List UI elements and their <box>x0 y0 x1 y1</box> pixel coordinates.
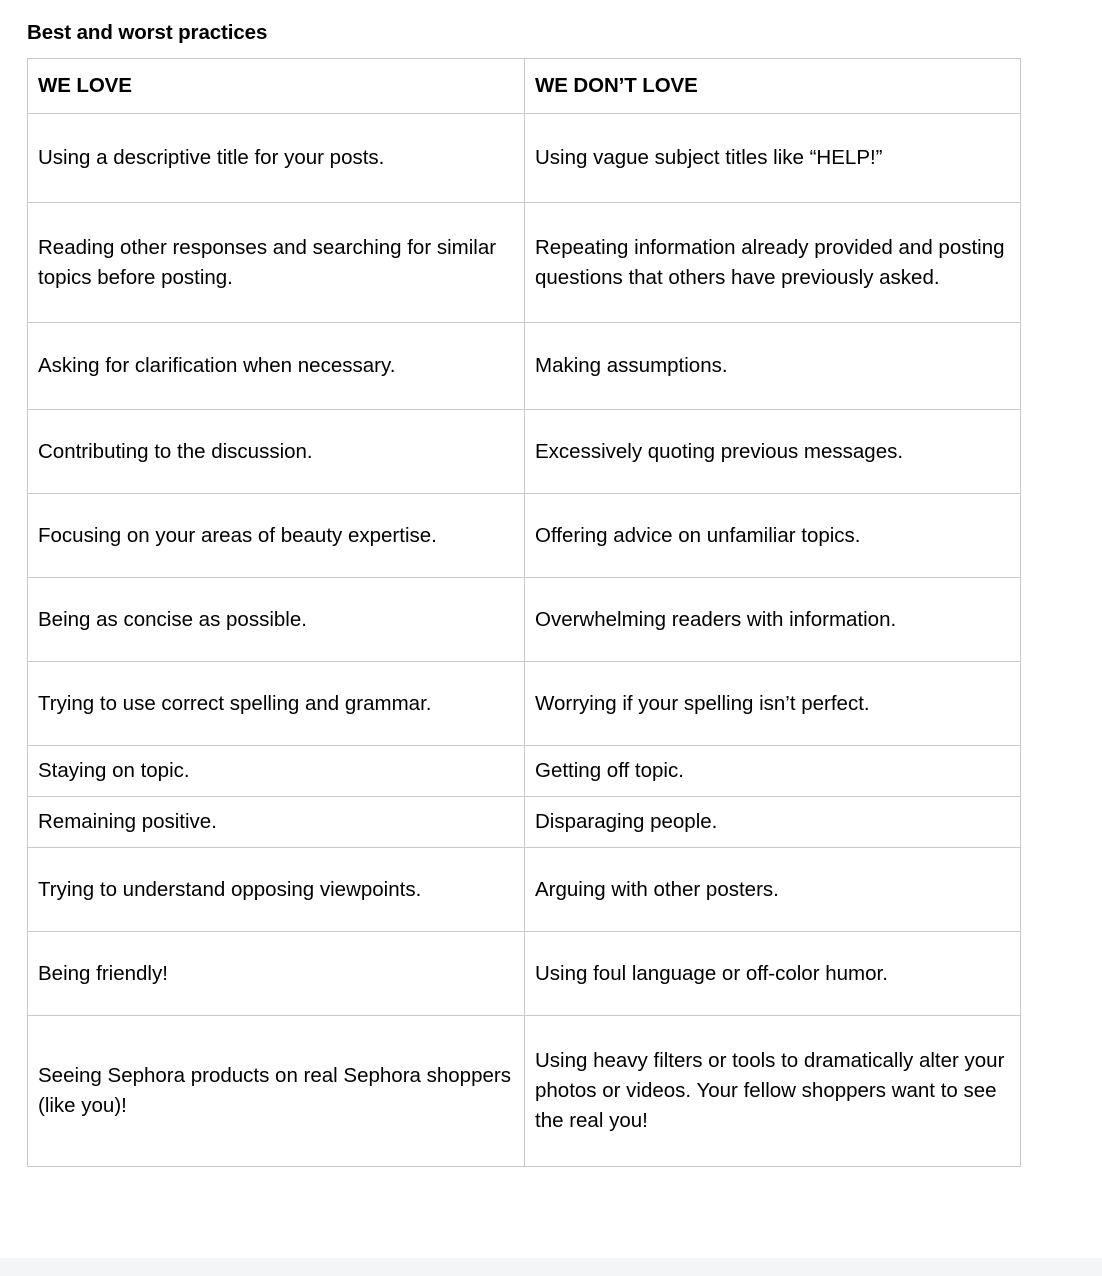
cell-we-love: Contributing to the discussion. <box>28 410 525 494</box>
cell-we-love: Focusing on your areas of beauty expertise. <box>28 494 525 578</box>
table-row <box>28 848 1021 932</box>
cell-we-dont-love: Arguing with other posters. <box>525 848 1021 932</box>
cell-we-dont-love: Disparaging people. <box>525 797 1021 848</box>
table-row <box>28 578 1021 662</box>
table-row <box>28 1016 1021 1167</box>
table-body <box>28 114 1021 1167</box>
column-header-we-dont-love: WE DON’T LOVE <box>525 59 1021 114</box>
page-title: Best and worst practices <box>27 21 268 44</box>
cell-we-dont-love: Worrying if your spelling isn’t perfect. <box>525 662 1021 746</box>
page-bottom-divider <box>0 1258 1102 1276</box>
cell-we-dont-love: Excessively quoting previous messages. <box>525 410 1021 494</box>
cell-we-dont-love: Using heavy filters or tools to dramatically alter your photos or videos. Your fellow shoppers want to see the real you! <box>525 1016 1021 1167</box>
table-header <box>28 59 1021 114</box>
cell-we-love: Trying to use correct spelling and grammar. <box>28 662 525 746</box>
cell-we-love: Staying on topic. <box>28 746 525 797</box>
table-row <box>28 410 1021 494</box>
table-row <box>28 662 1021 746</box>
cell-we-love: Being as concise as possible. <box>28 578 525 662</box>
cell-we-dont-love: Offering advice on unfamiliar topics. <box>525 494 1021 578</box>
cell-we-love: Remaining positive. <box>28 797 525 848</box>
cell-we-dont-love: Using foul language or off-color humor. <box>525 932 1021 1016</box>
table-row <box>28 114 1021 203</box>
table-row <box>28 203 1021 323</box>
cell-we-dont-love: Overwhelming readers with information. <box>525 578 1021 662</box>
best-and-worst-practices-table <box>27 58 1021 1167</box>
column-header-we-love: WE LOVE <box>28 59 525 114</box>
cell-we-dont-love: Using vague subject titles like “HELP!” <box>525 114 1021 203</box>
table-row <box>28 797 1021 848</box>
cell-we-love: Seeing Sephora products on real Sephora shoppers (like you)! <box>28 1016 525 1167</box>
table-row <box>28 323 1021 410</box>
cell-we-love: Asking for clarification when necessary. <box>28 323 525 410</box>
cell-we-love: Trying to understand opposing viewpoints. <box>28 848 525 932</box>
cell-we-dont-love: Repeating information already provided and posting questions that others have previously asked. <box>525 203 1021 323</box>
table-row <box>28 932 1021 1016</box>
table-row <box>28 494 1021 578</box>
cell-we-love: Reading other responses and searching for similar topics before posting. <box>28 203 525 323</box>
practices-table-container <box>27 58 1020 1167</box>
table-header-row <box>28 59 1021 114</box>
cell-we-dont-love: Making assumptions. <box>525 323 1021 410</box>
cell-we-love: Being friendly! <box>28 932 525 1016</box>
table-row <box>28 746 1021 797</box>
cell-we-dont-love: Getting off topic. <box>525 746 1021 797</box>
cell-we-love: Using a descriptive title for your posts. <box>28 114 525 203</box>
